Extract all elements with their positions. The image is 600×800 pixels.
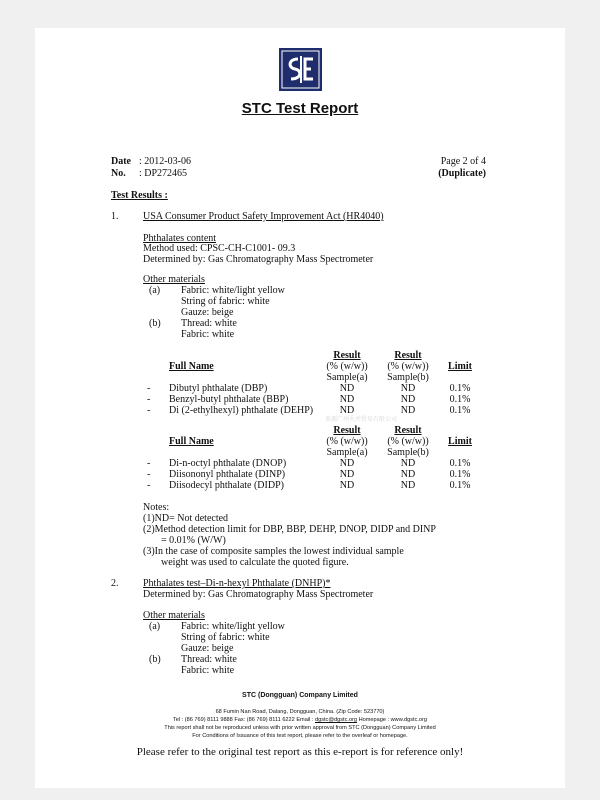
compound-name: Di-n-octyl phthalate (DNOP) xyxy=(169,458,287,469)
material-text: Fabric: white xyxy=(181,665,235,676)
compound-name: Dibutyl phthalate (DBP) xyxy=(169,383,268,394)
material-text: Gauze: beige xyxy=(181,307,234,318)
material-label: (a) xyxy=(149,285,161,296)
row-dash: - xyxy=(147,405,151,416)
material-text: String of fabric: white xyxy=(181,632,270,643)
notes-title: Notes: xyxy=(143,502,170,513)
material-text: Fabric: white/light yellow xyxy=(181,285,285,296)
table2-fullname-header: Full Name xyxy=(169,436,214,447)
result-b: ND xyxy=(400,480,416,491)
method-used: Method used: CPSC-CH-C1001- 09.3 xyxy=(143,243,296,254)
limit-value: 0.1% xyxy=(449,480,471,491)
limit-value: 0.1% xyxy=(449,469,471,480)
compound-name: Diisononyl phthalate (DINP) xyxy=(169,469,286,480)
table2-result-b-header: Result xyxy=(394,425,422,436)
result-a: ND xyxy=(339,480,355,491)
footer-conditions-notice: For Conditions of Issuance of this test report, please refer to the overleaf or homepage. xyxy=(192,733,408,739)
limit-value: 0.1% xyxy=(449,383,471,394)
table1-fullname-header: Full Name xyxy=(169,361,214,372)
material-text: Thread: white xyxy=(181,318,237,329)
table2-result-a-header: Result xyxy=(333,425,361,436)
note-2-continued: = 0.01% (W/W) xyxy=(161,535,226,546)
row-dash: - xyxy=(147,394,151,405)
material-label: (a) xyxy=(149,621,161,632)
stc-logo xyxy=(279,48,322,91)
row-dash: - xyxy=(147,480,151,491)
determined-by: Determined by: Gas Chromatography Mass Spectrometer xyxy=(143,254,374,265)
date-label: Date xyxy=(111,156,131,167)
no-label: No. xyxy=(111,168,126,179)
footer-company: STC (Dongguan) Company Limited xyxy=(242,692,358,699)
limit-value: 0.1% xyxy=(449,458,471,469)
table1-result-a-header: Result xyxy=(333,350,361,361)
row-dash: - xyxy=(147,383,151,394)
footer-contact-tel-fax: Tel : (86 769) 8111 9888 Fax: (86 769) 8111 6222 Email : xyxy=(172,717,315,723)
note-3-continued: weight was used to calculate the quoted figure. xyxy=(161,557,349,568)
note-3: (3)In the case of composite samples the lowest individual sample xyxy=(143,546,404,557)
material-text: Fabric: white/light yellow xyxy=(181,621,285,632)
result-b: ND xyxy=(400,405,416,416)
result-b: ND xyxy=(400,458,416,469)
result-a: ND xyxy=(339,469,355,480)
table2-sample-b: Sample(b) xyxy=(387,447,429,458)
note-1: (1)ND= Not detected xyxy=(143,513,229,524)
footer-reproduce-notice: This report shall not be reproduced unless with prior written approval from STC (Dongguan) Company Limited xyxy=(164,725,436,731)
note-2: (2)Method detection limit for DBP, BBP, DEHP, DNOP, DIDP and DINP xyxy=(143,524,436,535)
table1-unit-b: (% (w/w)) xyxy=(387,361,429,372)
material-text: Fabric: white xyxy=(181,329,235,340)
phthalates-subtitle: Phthalates content xyxy=(143,233,217,244)
material-text: Thread: white xyxy=(181,654,237,665)
limit-value: 0.1% xyxy=(449,405,471,416)
section2-number: 2. xyxy=(111,578,119,589)
table1-result-b-header: Result xyxy=(394,350,422,361)
watermark: 来源广州火并贸易有限公司 xyxy=(325,417,398,423)
section2-materials-title: Other materials xyxy=(143,610,205,621)
material-label: (b) xyxy=(149,654,161,665)
result-a: ND xyxy=(339,394,355,405)
reference-only-notice: Please refer to the original test report as this e-report is for reference only! xyxy=(136,746,464,758)
result-b: ND xyxy=(400,383,416,394)
result-a: ND xyxy=(339,458,355,469)
limit-value: 0.1% xyxy=(449,394,471,405)
result-b: ND xyxy=(400,469,416,480)
footer-homepage: Homepage : www.dgstc.org xyxy=(357,717,428,723)
table2-limit-header: Limit xyxy=(448,436,472,447)
report-page xyxy=(35,28,565,788)
table2-unit-b: (% (w/w)) xyxy=(387,436,429,447)
no-value: : DP272465 xyxy=(139,168,188,179)
compound-name: Di (2-ethylhexyl) phthalate (DEHP) xyxy=(169,405,314,416)
table2-unit-a: (% (w/w)) xyxy=(326,436,368,447)
duplicate-status: (Duplicate) xyxy=(438,168,486,179)
table2-sample-a: Sample(a) xyxy=(326,447,368,458)
result-b: ND xyxy=(400,394,416,405)
footer-address: 68 Fumin Nan Road, Dalang, Dongguan, China. (Zip Code: 523770) xyxy=(215,709,385,715)
compound-name: Diisodecyl phthalate (DIDP) xyxy=(169,480,284,491)
row-dash: - xyxy=(147,469,151,480)
table1-sample-a: Sample(a) xyxy=(326,372,368,383)
stc-logo-mark xyxy=(279,48,322,91)
materials-title: Other materials xyxy=(143,274,205,285)
table1-sample-b: Sample(b) xyxy=(387,372,429,383)
compound-name: Benzyl-butyl phthalate (BBP) xyxy=(169,394,289,405)
table1-limit-header: Limit xyxy=(448,361,472,372)
test-results-heading: Test Results : xyxy=(111,190,168,201)
section1-number: 1. xyxy=(111,211,119,222)
result-a: ND xyxy=(339,405,355,416)
date-value: : 2012-03-06 xyxy=(139,156,191,167)
page-number: Page 2 of 4 xyxy=(440,156,486,167)
footer-email-link[interactable]: dgstc@dgstc.org xyxy=(314,717,358,723)
material-label: (b) xyxy=(149,318,161,329)
result-a: ND xyxy=(339,383,355,394)
section1-title: USA Consumer Product Safety Improvement Act (HR4040) xyxy=(143,211,384,222)
section2-determined-by: Determined by: Gas Chromatography Mass Spectrometer xyxy=(143,589,374,600)
material-text: Gauze: beige xyxy=(181,643,234,654)
report-title: STC Test Report xyxy=(241,100,359,117)
material-text: String of fabric: white xyxy=(181,296,270,307)
section2-title: Phthalates test–Di-n-hexyl Phthalate (DNHP)* xyxy=(143,578,331,589)
row-dash: - xyxy=(147,458,151,469)
footer-contact xyxy=(35,716,565,724)
table1-unit-a: (% (w/w)) xyxy=(326,361,368,372)
